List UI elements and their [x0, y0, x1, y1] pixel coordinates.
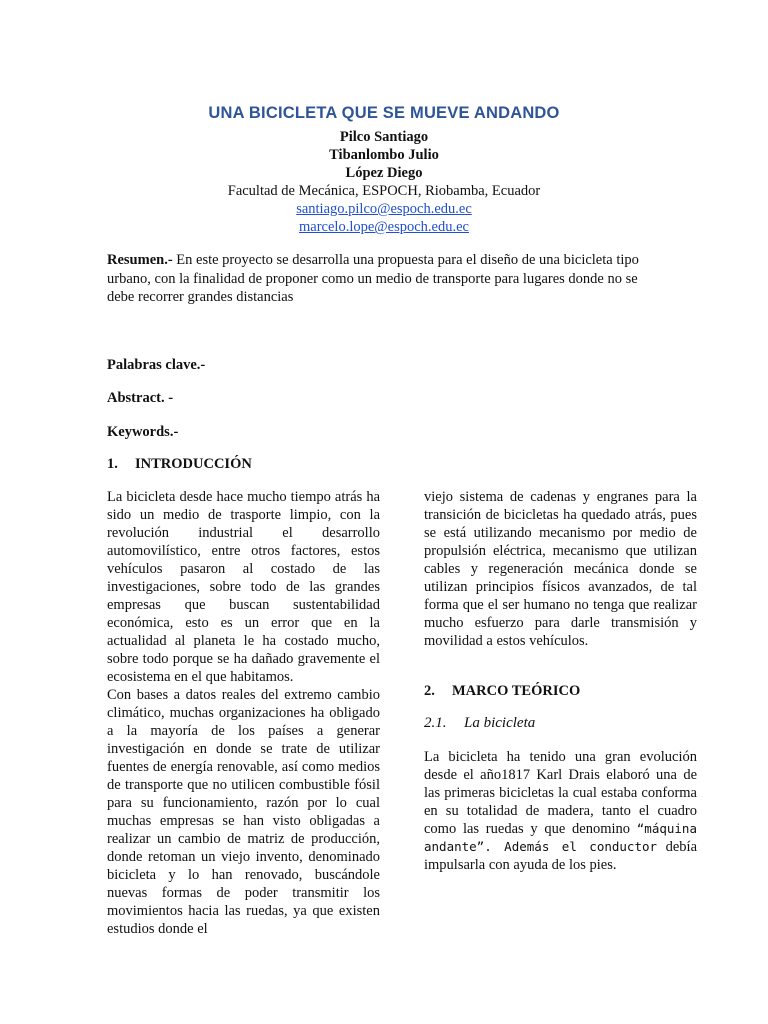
marco-text-c: debía impulsarla con ayuda de los pies. [424, 839, 698, 873]
section-2-heading [424, 683, 580, 700]
marco-teorico-column [424, 748, 697, 874]
keywords-label: Keywords.- [107, 424, 179, 440]
marco-text-a: La bicicleta ha tenido una gran evolución desde el año1817 Karl Drais elaboró una de las primeras bicicletas la cual estaba conforma en su totalidad de madera, tanto el cuadro como las ruedas y que denomino [424, 749, 697, 837]
authors-block [0, 128, 768, 236]
paper-title: UNA BICICLETA QUE SE MUEVE ANDANDO [208, 104, 560, 122]
left-column [107, 488, 380, 938]
section-1-title: INTRODUCCIÓN [135, 456, 252, 472]
email-link-1[interactable]: santiago.pilco@espoch.edu.ec [296, 201, 472, 217]
subsection-2-1-title: La bicicleta [464, 715, 536, 731]
author-1: Pilco Santiago [339, 129, 429, 145]
section-1-heading [107, 456, 252, 473]
subsection-2-1-number: 2.1. [424, 715, 447, 731]
author-2: Tibanlombo Julio [329, 147, 439, 163]
section-1-number: 1. [107, 456, 118, 472]
email-link-2[interactable]: marcelo.lope@espoch.edu.ec [299, 219, 469, 235]
section-2-title: MARCO TEÓRICO [452, 683, 581, 699]
resumen-label: Resumen.- [107, 252, 173, 268]
right-column [424, 488, 697, 650]
intro-paragraph-1: La bicicleta desde hace mucho tiempo atrás ha sido un medio de trasporte limpio, con la revolución industrial el desarrollo automovilístico, entre otros factores, estos vehículos pasaron al costado de las investigaciones, sobre todo de las grandes empresas que buscan sustentabilidad económica, esto es un error que en la actualidad al planeta le ha costado mucho, sobre todo porque se ha dañado gravemente el ecosistema en el que habitamos. [107, 489, 380, 685]
abstract-label: Abstract. - [107, 390, 174, 406]
resumen-paragraph [107, 251, 667, 307]
intro-continuation-paragraph: viejo sistema de cadenas y engranes para la transición de bicicletas ha quedado atrás, pues se está utilizando mecanismo por medio de propulsión eléctrica, mecanismo que utilizan cables y regeneración mecánica donde se utilizan principios físicos avanzados, de tal forma que el ser humano no tenga que realizar mucho esfuerzo para darle transmisión y movilidad a estos vehículos. [424, 489, 697, 649]
subsection-2-1-heading [424, 715, 535, 732]
palabras-clave-label: Palabras clave.- [107, 357, 206, 373]
author-3: López Diego [345, 165, 423, 181]
resumen-text: En este proyecto se desarrolla una propuesta para el diseño de una bicicleta tipo urbano, con la finalidad de proponer como un medio de transporte para lugares donde no se debe recorrer grandes distancias [107, 252, 639, 305]
affiliation: Facultad de Mecánica, ESPOCH, Riobamba, Ecuador [227, 183, 541, 199]
marco-paragraph-1 [424, 748, 697, 874]
marco-text-b: “máquina andante”. Además el conductor [424, 821, 697, 854]
intro-paragraph-2: Con bases a datos reales del extremo cambio climático, muchas organizaciones ha obligado a la mayoría de los países a generar investigación en donde se trate de utilizar fuentes de energía renovable, así como medios de transporte que no utilicen combustible fósil para su funcionamiento, razón por lo cual muchas empresas se han visto obligadas a realizar un cambio de matriz de producción, donde retoman un viejo invento, denominado bicicleta y lo han renovado, buscándole nuevas formas de poder transmitir los movimientos hacia las ruedas, ya que existen estudios donde el [107, 687, 380, 937]
section-2-number: 2. [424, 683, 435, 699]
